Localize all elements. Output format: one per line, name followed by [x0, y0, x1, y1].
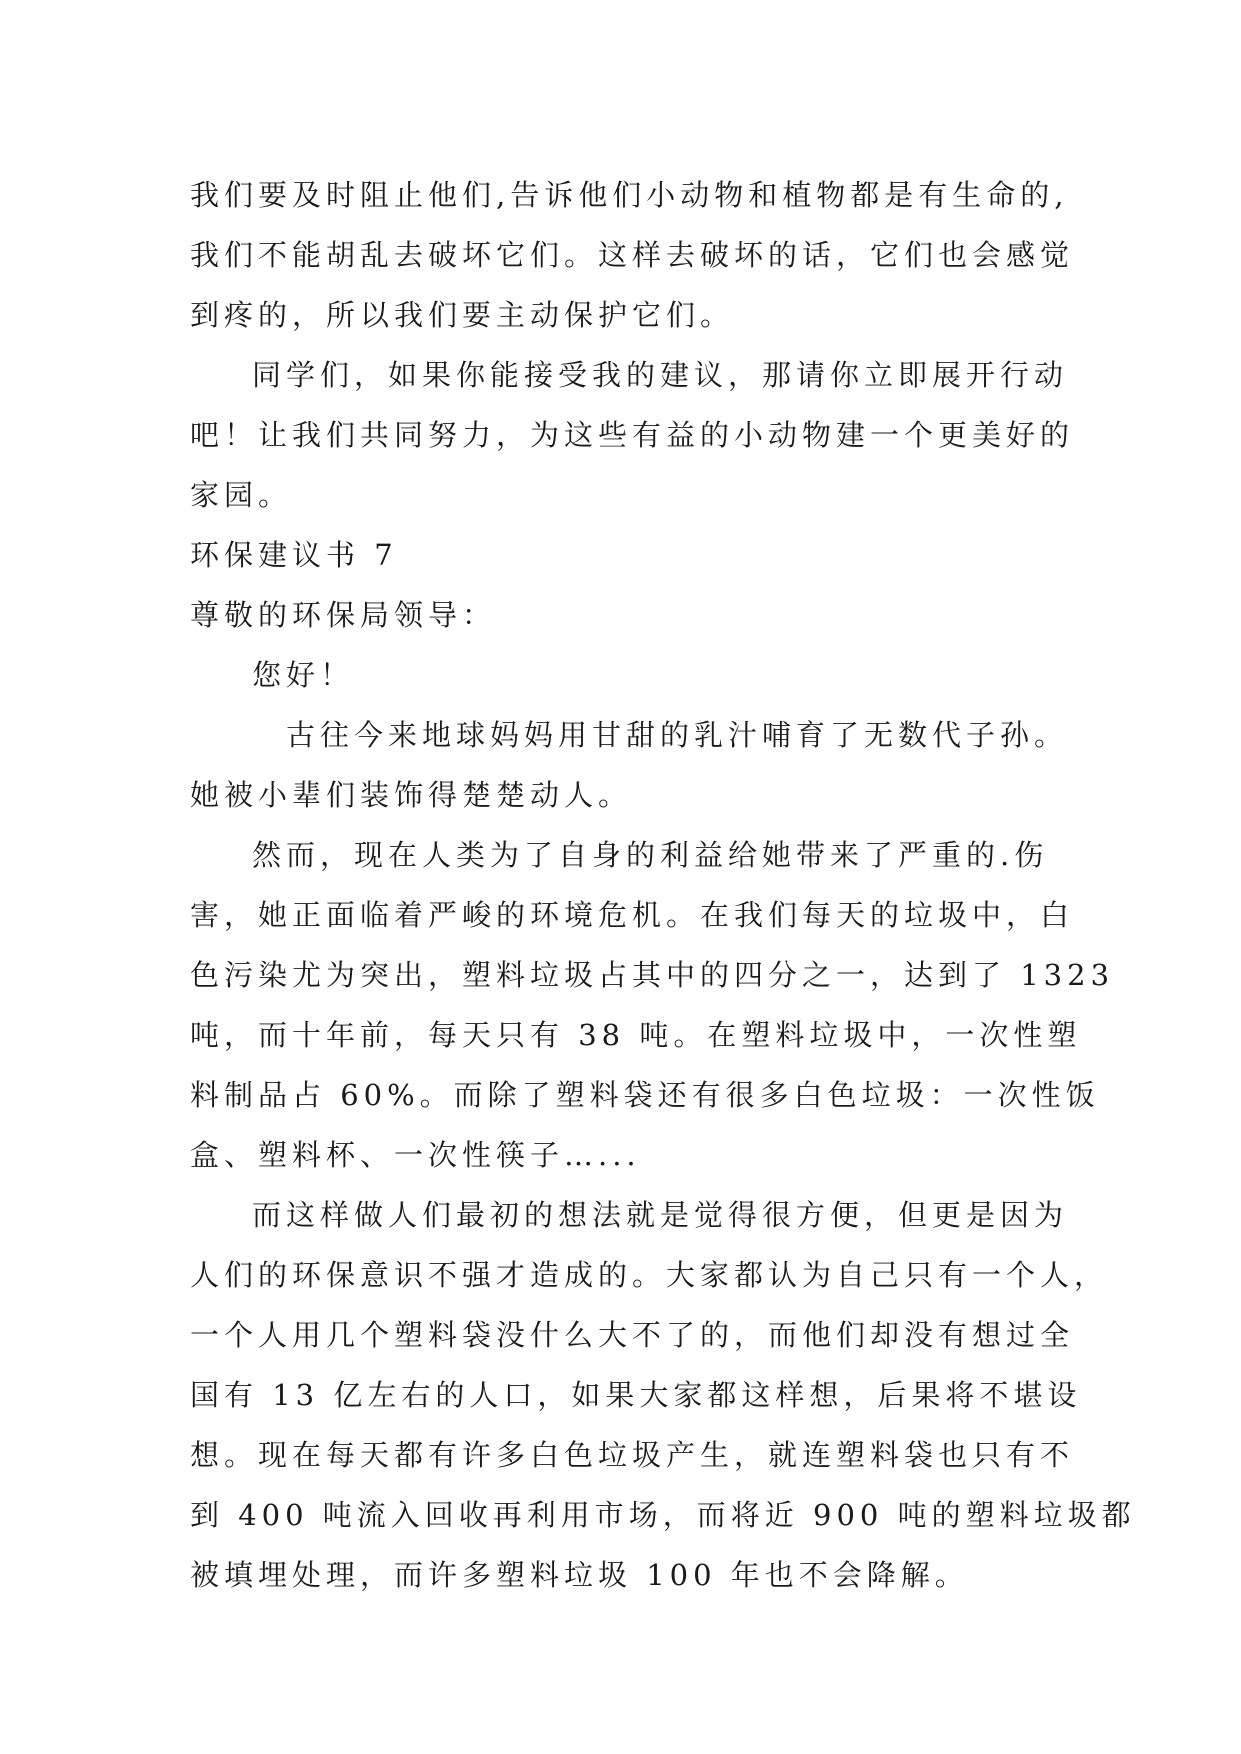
- document-body: [190, 165, 1136, 1605]
- section-heading: 环保建议书 7: [190, 538, 398, 572]
- paragraph-line: 而这样做人们最初的想法就是觉得很方便，但更是因为: [252, 1198, 1069, 1232]
- paragraph-line: 同学们，如果你能接受我的建议，那请你立即展开行动: [252, 358, 1069, 392]
- paragraph-line: 害，她正面临着严峻的环境危机。在我们每天的垃圾中，白: [190, 898, 1075, 932]
- paragraph-line: 人们的环保意识不强才造成的。大家都认为自己只有一个人，: [190, 1258, 1109, 1292]
- paragraph-line: 吧！让我们共同努力，为这些有益的小动物建一个更美好的: [190, 418, 1075, 452]
- paragraph-line: 我们要及时阻止他们,告诉他们小动物和植物都是有生命的,: [190, 178, 1069, 212]
- paragraph-line: 她被小辈们装饰得楚楚动人。: [190, 778, 633, 812]
- paragraph-line: 我们不能胡乱去破坏它们。这样去破坏的话，它们也会感觉: [190, 238, 1075, 272]
- paragraph-line: 被填埋处理，而许多塑料垃圾 100 年也不会降解。: [190, 1558, 969, 1592]
- paragraph-line: 到 400 吨流入回收再利用市场，而将近 900 吨的塑料垃圾都: [190, 1498, 1136, 1532]
- paragraph-line: 料制品占 60%。而除了塑料袋还有很多白色垃圾：一次性饭: [190, 1078, 1100, 1112]
- paragraph-line: 吨，而十年前，每天只有 38 吨。在塑料垃圾中，一次性塑: [190, 1018, 1082, 1052]
- salutation: 尊敬的环保局领导：: [190, 598, 497, 632]
- paragraph-line: 到疼的，所以我们要主动保护它们。: [190, 298, 735, 332]
- paragraph-line: 一个人用几个塑料袋没什么大不了的，而他们却没有想过全: [190, 1318, 1075, 1352]
- paragraph-line: 想。现在每天都有许多白色垃圾产生，就连塑料袋也只有不: [190, 1438, 1075, 1472]
- paragraph-line: 盒、塑料杯、一次性筷子…...: [190, 1138, 641, 1172]
- paragraph-line: 国有 13 亿左右的人口，如果大家都这样想，后果将不堪设: [190, 1378, 1082, 1412]
- paragraph-line: 然而，现在人类为了自身的利益给她带来了严重的.伤: [252, 838, 1049, 872]
- greeting: 您好！: [252, 658, 355, 692]
- paragraph-line: 家园。: [190, 478, 293, 512]
- paragraph-line: 色污染尤为突出，塑料垃圾占其中的四分之一，达到了 1323: [190, 958, 1115, 992]
- paragraph-line: 古往今来地球妈妈用甘甜的乳汁哺育了无数代子孙。: [286, 718, 1069, 752]
